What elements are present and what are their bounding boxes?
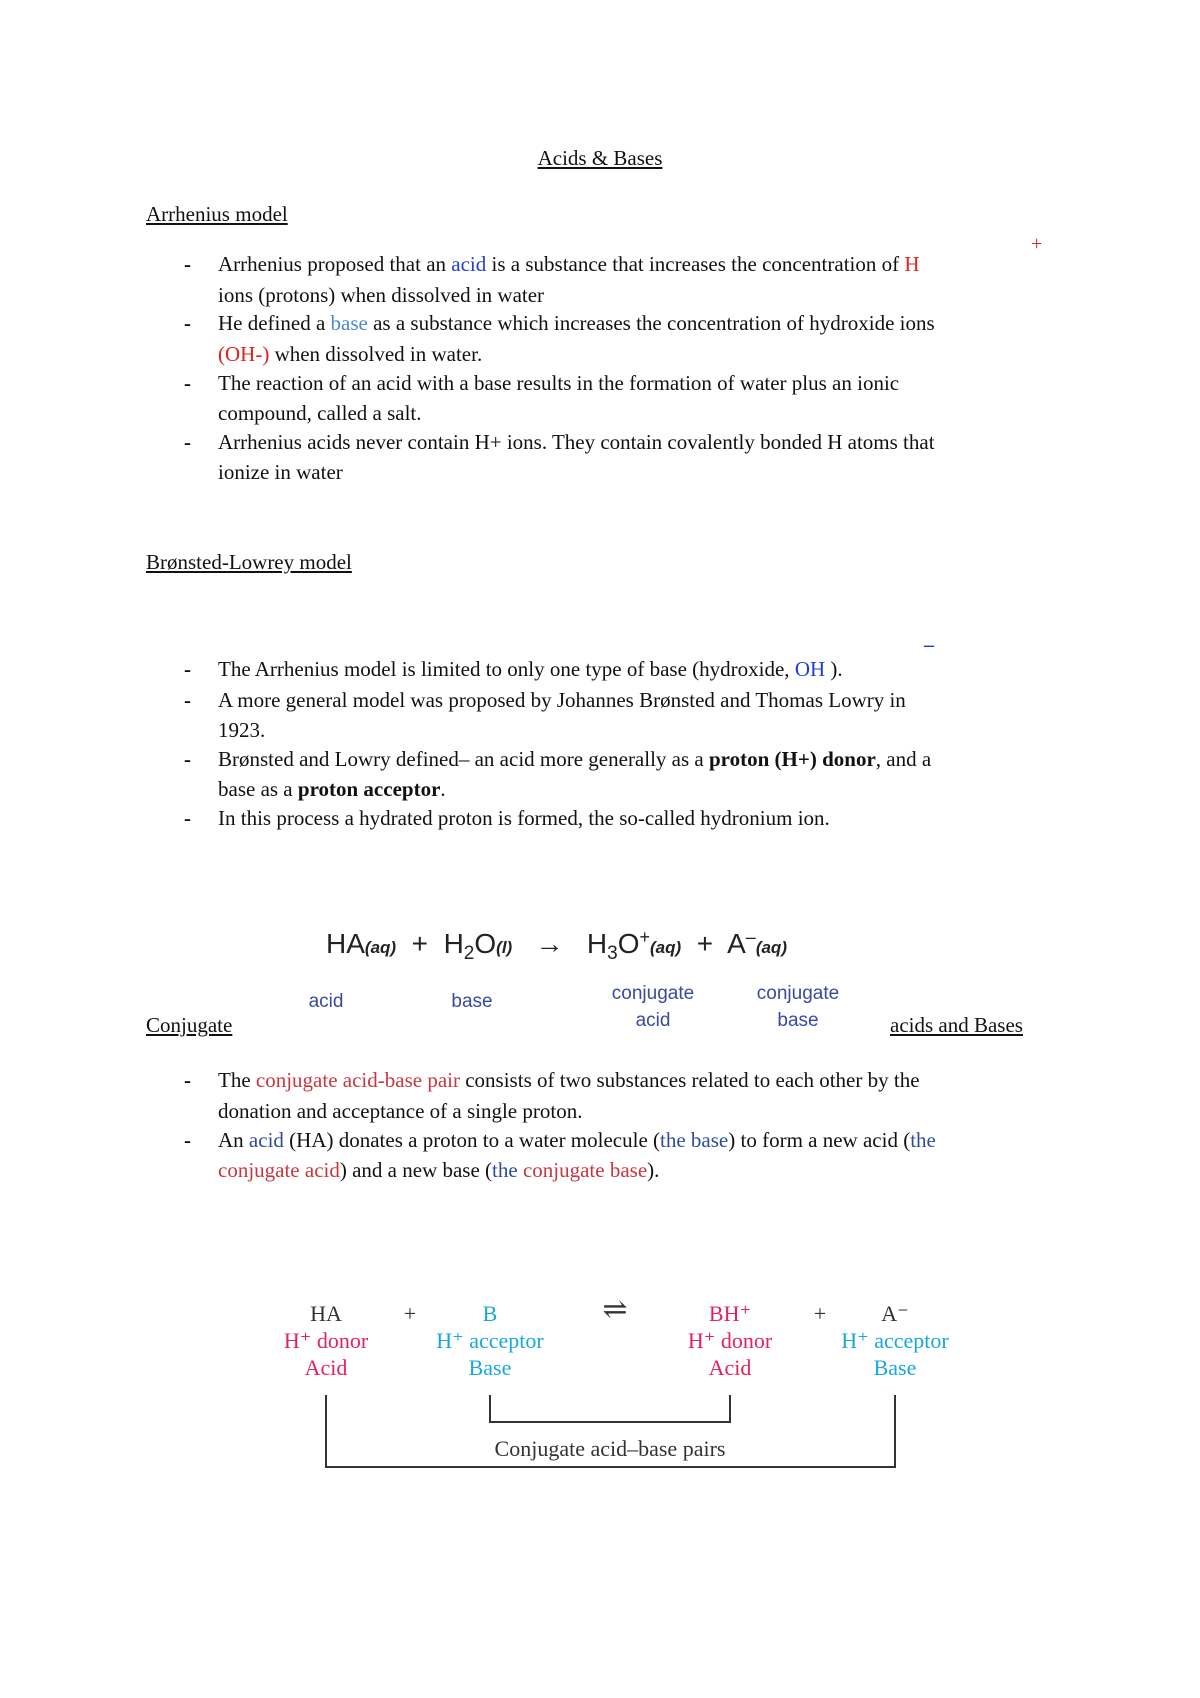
- bullet-dash: -: [184, 747, 191, 771]
- label-conjugate-acid: conjugate acid: [611, 983, 695, 1031]
- bronsted-bullet-1: The Arrhenius model is limited to only one type of base (hydroxide, OH ).: [218, 657, 843, 681]
- h-plus-superscript: +: [1031, 233, 1043, 255]
- oh-minus-superscript: –: [924, 634, 934, 656]
- diagram-caption: Conjugate acid–base pairs: [494, 1436, 726, 1461]
- conjugate-bullet-1: The conjugate acid-base pair consists of two substances related to each other by the: [218, 1068, 920, 1092]
- label-base: base: [451, 991, 493, 1012]
- conjugate-heading-right: acids and Bases: [890, 1013, 1023, 1037]
- diagram-plus-2: +: [813, 1301, 827, 1326]
- diagram-bh-type: Acid: [708, 1355, 752, 1380]
- diagram-b: B: [482, 1301, 498, 1326]
- bullet-dash: -: [184, 1068, 191, 1092]
- inner-bracket: [490, 1395, 730, 1422]
- bullet-dash: -: [184, 371, 191, 395]
- diagram-bh-role: H⁺ donor: [687, 1328, 773, 1353]
- conjugate-heading-left: Conjugate: [146, 1013, 233, 1037]
- bullet-dash: -: [184, 806, 191, 830]
- diagram-ha-type: Acid: [304, 1355, 348, 1380]
- arrhenius-heading: Arrhenius model: [146, 202, 288, 226]
- diagram-b-type: Base: [468, 1355, 512, 1380]
- diagram-bh: BH⁺: [708, 1301, 752, 1326]
- bronsted-bullet-3: Brønsted and Lowry defined– an acid more generally as a proton (H+) donor, and a: [218, 747, 932, 771]
- arrhenius-bullet-3: The reaction of an acid with a base results in the formation of water plus an ionic: [218, 371, 900, 395]
- page-title: Acids & Bases: [537, 146, 663, 170]
- label-acid: acid: [308, 991, 344, 1012]
- diagram-a-role: H⁺ acceptor: [841, 1328, 949, 1353]
- arrhenius-bullet-3-line-2: compound, called a salt.: [218, 401, 422, 425]
- bronsted-bullet-4: In this process a hydrated proton is formed, the so-called hydronium ion.: [218, 806, 830, 830]
- arrhenius-bullet-2: He defined a base as a substance which increases the concentration of hydroxide ions: [218, 311, 935, 335]
- arrhenius-bullet-4: Arrhenius acids never contain H+ ions. They contain covalently bonded H atoms that: [218, 430, 935, 454]
- diagram-plus-1: +: [403, 1301, 417, 1326]
- diagram-ha-role: H⁺ donor: [283, 1328, 369, 1353]
- bullet-dash: -: [184, 252, 191, 276]
- diagram-a-type: Base: [873, 1355, 917, 1380]
- bullet-dash: -: [184, 311, 191, 335]
- arrhenius-bullet-1: Arrhenius proposed that an acid is a substance that increases the concentration of H: [218, 252, 920, 276]
- bronsted-bullet-2-line-2: 1923.: [218, 718, 266, 742]
- arrhenius-bullet-1-line-2: ions (protons) when dissolved in water: [218, 283, 545, 307]
- bullet-dash: -: [184, 688, 191, 712]
- diagram-ha: HA: [310, 1301, 342, 1326]
- conjugate-bullet-1-line-2: donation and acceptance of a single proton.: [218, 1099, 583, 1123]
- conjugate-bullet-2: An acid (HA) donates a proton to a water molecule (the base) to form a new acid (the: [218, 1128, 936, 1152]
- bronsted-bullet-3-line-2: base as a proton acceptor.: [218, 777, 446, 801]
- reaction-equation: $HA(aq) + H_2O(l)$ → $H_3O^+(aq) + A^-(aq)$: [326, 927, 787, 964]
- bronsted-bullet-2: A more general model was proposed by Johannes Brønsted and Thomas Lowry in: [218, 688, 906, 712]
- bullet-dash: -: [184, 1128, 191, 1152]
- arrhenius-bullet-4-line-2: ionize in water: [218, 460, 343, 484]
- bullet-dash: -: [184, 657, 191, 681]
- conjugate-bullet-2-line-2: conjugate acid) and a new base (the conjugate base).: [218, 1158, 660, 1182]
- arrhenius-bullet-2-line-2: (OH-) when dissolved in water.: [218, 342, 483, 366]
- diagram-a: A⁻: [881, 1301, 909, 1326]
- bronsted-heading: Brønsted-Lowrey model: [146, 550, 352, 574]
- label-conjugate-base: conjugate base: [756, 983, 840, 1031]
- diagram-b-role: H⁺ acceptor: [436, 1328, 544, 1353]
- equilibrium-arrow-icon: ⇌: [602, 1293, 628, 1326]
- bullet-dash: -: [184, 430, 191, 454]
